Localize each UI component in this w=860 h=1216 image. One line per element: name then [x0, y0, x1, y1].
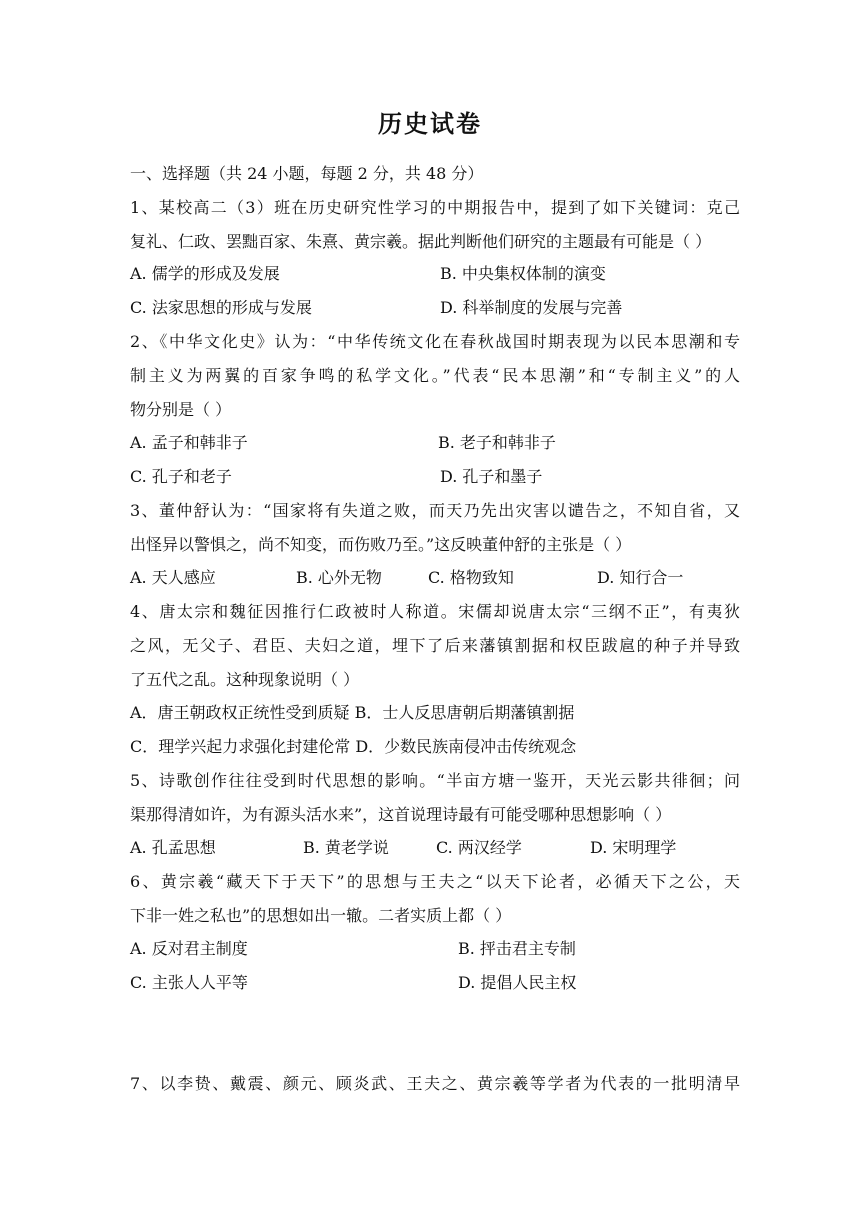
- q1-stem-line-2: 复礼、仁政、罢黜百家、朱熹、黄宗羲。据此判断他们研究的主题最有可能是（ ）: [130, 232, 712, 251]
- q2-stem-line-2: 制主义为两翼的百家争鸣的私学文化。”代表“民本思潮”和“专制主义”的人: [130, 366, 740, 385]
- q3-option-b: B. 心外无物: [296, 568, 382, 587]
- q3-stem-line-1: 3、董仲舒认为：“国家将有失道之败，而天乃先出灾害以谴告之，不知自省，又: [130, 501, 740, 520]
- q2-option-c: C. 孔子和老子: [130, 467, 232, 486]
- q1-option-a: A. 儒学的形成及发展: [130, 264, 280, 283]
- q2-option-d: D. 孔子和墨子: [440, 467, 543, 486]
- q3-stem-line-2: 出怪异以警惧之，尚不知变，而伤败乃至。”这反映董仲舒的主张是（ ）: [130, 535, 632, 554]
- q6-option-b: B. 抨击君主专制: [458, 939, 576, 958]
- q4-stem-line-2: 之风，无父子、君臣、夫妇之道，埋下了后来藩镇割据和权臣跋扈的种子并导致: [130, 636, 740, 655]
- q5-option-c: C. 两汉经学: [436, 838, 522, 857]
- q5-stem-line-2: 渠那得清如许，为有源头活水来”，这首说理诗最有可能受哪种思想影响（ ）: [130, 805, 672, 824]
- q1-option-b: B. 中央集权体制的演变: [440, 264, 606, 283]
- q5-stem-line-1: 5、诗歌创作往往受到时代思想的影响。“半亩方塘一鉴开，天光云影共徘徊；问: [130, 771, 740, 790]
- q3-option-a: A. 天人感应: [130, 568, 216, 587]
- q2-option-b: B. 老子和韩非子: [438, 433, 556, 452]
- q7-stem-line-1: 7、以李贽、戴震、颜元、顾炎武、王夫之、黄宗羲等学者为代表的一批明清早: [130, 1074, 740, 1093]
- q6-option-c: C. 主张人人平等: [130, 973, 248, 992]
- page-title: 历史试卷: [378, 110, 482, 138]
- q4-stem-line-3: 了五代之乱。这种现象说明（ ）: [130, 670, 360, 689]
- q6-option-d: D. 提倡人民主权: [458, 973, 577, 992]
- q4-stem-line-1: 4、唐太宗和魏征因推行仁政被时人称道。宋儒却说唐太宗“三纲不正”，有夷狄: [130, 602, 740, 621]
- q6-option-a: A. 反对君主制度: [130, 939, 248, 958]
- q2-option-a: A. 孟子和韩非子: [130, 433, 248, 452]
- q3-option-c: C. 格物致知: [428, 568, 514, 587]
- q3-option-d: D. 知行合一: [597, 568, 684, 587]
- q4-options-cd: C．理学兴起力求强化封建伦常 D．少数民族南侵冲击传统观念: [130, 737, 577, 756]
- q5-option-a: A. 孔孟思想: [130, 838, 216, 857]
- q5-option-b: B. 黄老学说: [303, 838, 389, 857]
- q1-option-d: D. 科举制度的发展与完善: [440, 298, 623, 317]
- q1-option-c: C. 法家思想的形成与发展: [130, 298, 312, 317]
- q5-option-d: D. 宋明理学: [590, 838, 677, 857]
- q6-stem-line-1: 6、黄宗羲“藏天下于天下”的思想与王夫之“以天下论者，必循天下之公，天: [130, 872, 740, 891]
- q2-stem-line-1: 2、《中华文化史》认为：“中华传统文化在春秋战国时期表现为以民本思潮和专: [130, 332, 740, 351]
- section-heading: 一、选择题（共 24 小题，每题 2 分，共 48 分）: [130, 164, 484, 183]
- q2-stem-line-3: 物分别是（ ）: [130, 400, 232, 419]
- q6-stem-line-2: 下非一姓之私也”的思想如出一辙。二者实质上都（ ）: [130, 906, 512, 925]
- q1-stem-line-1: 1、某校高二（3）班在历史研究性学习的中期报告中，提到了如下关键词：克己: [130, 198, 740, 217]
- q4-options-ab: A．唐王朝政权正统性受到质疑 B．士人反思唐朝后期藩镇割据: [130, 703, 575, 722]
